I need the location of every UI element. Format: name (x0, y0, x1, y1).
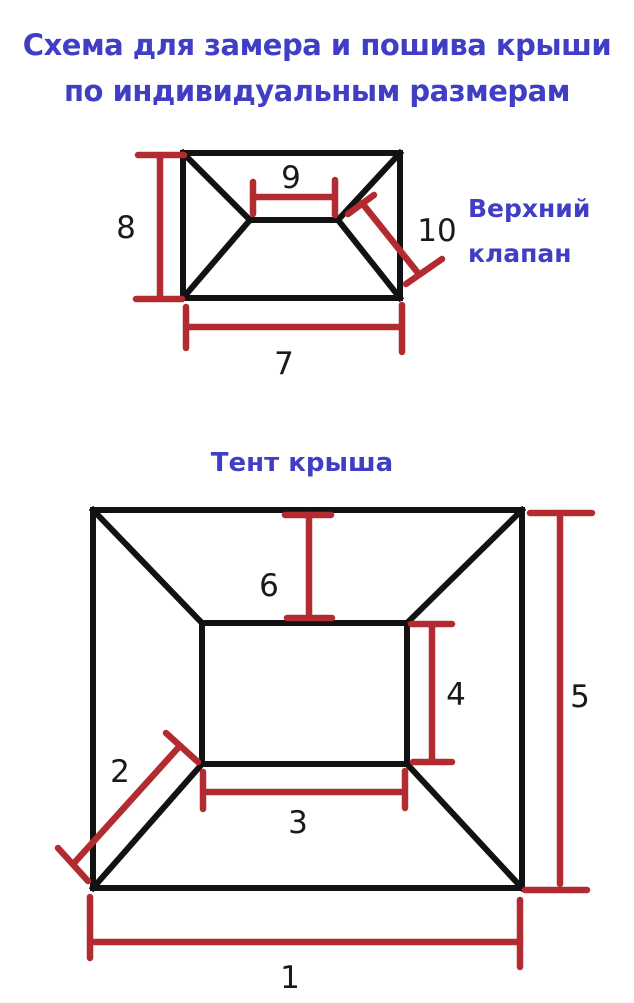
tent-roof-diagonal-top-right (407, 510, 522, 623)
tent-roof-inner-outline (202, 623, 407, 764)
upper-valve-caption-line2: клапан (468, 239, 572, 268)
dim-8-label: 8 (116, 210, 136, 246)
dimension-8-height (116, 155, 184, 299)
tent-roof-caption: Тент крыша (210, 448, 394, 478)
dim-3-label: 3 (288, 805, 308, 841)
dim-1-label: 1 (280, 960, 300, 996)
dim-10-label: 10 (417, 213, 457, 249)
tent-roof-diagonal-bottom-right (407, 764, 522, 888)
dimension-2-corner-slope (58, 733, 198, 881)
dim-2-label: 2 (110, 754, 130, 790)
dim-5-label: 5 (570, 679, 590, 715)
page-title-line2: по индивидуальным размерам (64, 74, 570, 108)
dimension-1-outer-width (90, 897, 520, 996)
upper-valve-diagonal-bottom-right (338, 220, 400, 298)
dimension-9-ridge-width (253, 160, 335, 215)
dimension-6-ridge-offset (259, 515, 332, 618)
upper-valve-caption-line1: Верхний (468, 194, 591, 223)
upper-valve-diagonal-bottom-left (183, 220, 250, 298)
dimension-3-inner-width (203, 771, 405, 841)
dimension-5-outer-height (525, 513, 592, 890)
tent-roof-diagonal-top-left (93, 510, 202, 623)
dim-6-label: 6 (259, 568, 279, 604)
dim-9-label: 9 (281, 160, 301, 196)
dimension-4-inner-height (411, 624, 466, 762)
dim-4-label: 4 (446, 677, 466, 713)
dim-7-label: 7 (274, 346, 294, 382)
tent-roof-figure (58, 510, 592, 996)
page-title-line1: Схема для замера и пошива крыши (22, 28, 612, 62)
upper-valve-diagonal-top-left (183, 153, 250, 220)
dimension-7-width (186, 305, 402, 382)
upper-valve-figure (116, 153, 590, 382)
